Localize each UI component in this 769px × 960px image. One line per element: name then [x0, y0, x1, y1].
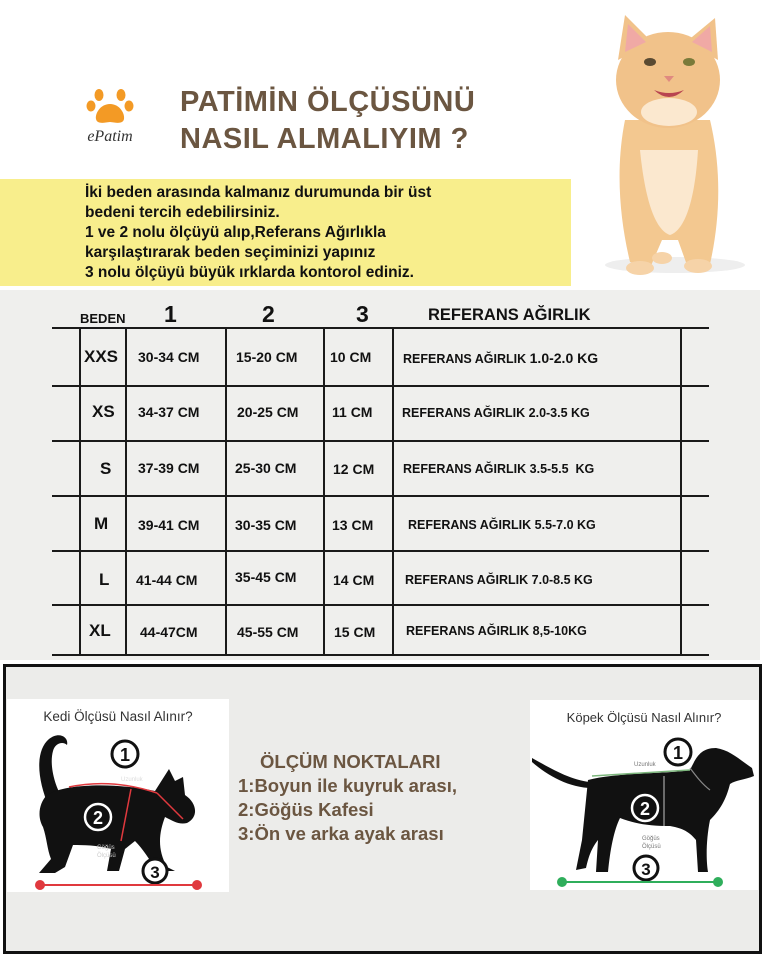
point-item: 1:Boyun ile kuyruk arası,: [238, 775, 458, 796]
svg-text:Uzunluk: Uzunluk: [634, 762, 656, 768]
cell-measure-2: 20-25 CM: [237, 404, 299, 420]
table-rule: [52, 654, 709, 656]
cell-measure-2: 25-30 CM: [235, 460, 297, 476]
ref-label: REFERANS AĞIRLIK: [402, 406, 526, 420]
svg-text:Ölçüsü: Ölçüsü: [642, 844, 661, 850]
ref-value: 5.5-7.0 KG: [534, 518, 596, 532]
svg-text:3: 3: [150, 863, 160, 882]
ref-label: REFERANS AĞIRLIK: [403, 462, 527, 476]
ref-label: REFERANS AĞIRLIK: [403, 352, 527, 366]
table-column-rule: [225, 328, 227, 656]
ref-value: 8,5-10KG: [532, 624, 587, 638]
cell-reference-weight: [405, 573, 593, 587]
cell-reference-weight: [408, 518, 596, 532]
cell-measure-2: 15-20 CM: [236, 349, 298, 365]
title-line-2: NASIL ALMALIYIM ?: [180, 123, 469, 155]
cell-measure-1: 44-47CM: [140, 624, 198, 640]
svg-text:1: 1: [119, 745, 131, 765]
header-measure-3: 3: [356, 301, 369, 327]
table-rule: [52, 327, 709, 329]
header-measure-2: 2: [262, 301, 275, 327]
dog-silhouette-icon: [530, 700, 758, 890]
notice-text: [85, 183, 431, 283]
logo-text: ePatim: [87, 128, 133, 145]
header-size: BEDEN: [80, 311, 126, 326]
title-line-1: PATİMİN ÖLÇÜSÜNÜ: [180, 86, 476, 118]
header-reference-weight: REFERANS AĞIRLIK: [428, 306, 591, 324]
svg-text:1: 1: [672, 743, 684, 763]
table-rule: [52, 550, 709, 552]
svg-text:3: 3: [641, 860, 651, 879]
svg-text:Uzunluk: Uzunluk: [121, 777, 143, 783]
cat-measurement-diagram: [7, 699, 229, 892]
brand-logo: [82, 86, 138, 152]
cell-measure-3: 14 CM: [333, 572, 375, 588]
notice-banner: [0, 179, 571, 286]
cell-reference-weight: [402, 406, 590, 420]
table-column-rule: [392, 328, 394, 656]
header-measure-1: 1: [164, 301, 177, 327]
table-column-rule: [680, 328, 682, 656]
table-column-rule: [79, 328, 81, 656]
table-rule: [52, 385, 709, 387]
cell-measure-1: 30-34 CM: [138, 349, 200, 365]
cell-size: L: [99, 570, 110, 589]
paw-icon: [82, 86, 138, 128]
cell-measure-3: 12 CM: [333, 461, 375, 477]
cell-measure-2: 35-45 CM: [235, 569, 297, 585]
cat-diagram-title: Kedi Ölçüsü Nasıl Alınır?: [43, 709, 193, 724]
cell-measure-1: 34-37 CM: [138, 404, 200, 420]
ref-label: REFERANS AĞIRLIK: [406, 624, 530, 638]
ref-label: REFERANS AĞIRLIK: [408, 518, 532, 532]
cell-size: M: [94, 514, 109, 533]
svg-text:Göğüs: Göğüs: [642, 836, 660, 842]
table-rule: [52, 604, 709, 606]
svg-text:2: 2: [92, 808, 104, 828]
cell-reference-weight: [403, 350, 598, 366]
cell-measure-3: 10 CM: [330, 349, 372, 365]
page-title: [180, 84, 475, 158]
point-item: 3:Ön ve arka ayak arası: [238, 823, 444, 844]
cell-measure-1: 41-44 CM: [136, 572, 198, 588]
cell-measure-3: 11 CM: [332, 404, 373, 420]
dog-measurement-diagram: [530, 700, 758, 890]
cell-reference-weight: [406, 624, 587, 638]
ref-value: 7.0-8.5 KG: [531, 573, 593, 587]
table-column-rule: [125, 328, 127, 656]
cat-silhouette-icon: [7, 699, 229, 892]
table-rule: [52, 440, 709, 442]
notice-line: 3 nolu ölçüyü büyük ırklarda kontorol ediniz.: [85, 264, 414, 281]
table-column-rule: [323, 328, 325, 656]
cell-measure-1: 37-39 CM: [138, 460, 200, 476]
notice-line: 1 ve 2 nolu ölçüyü alıp,Referans Ağırlıkla: [85, 224, 386, 241]
svg-text:Göğüs: Göğüs: [97, 845, 115, 851]
cell-measure-1: 39-41 CM: [138, 517, 200, 533]
cell-measure-2: 30-35 CM: [235, 517, 297, 533]
points-title: ÖLÇÜM NOKTALARI: [260, 751, 441, 772]
cell-measure-3: 13 CM: [332, 517, 374, 533]
svg-text:2: 2: [639, 799, 651, 819]
cell-size: XS: [92, 402, 115, 421]
dog-diagram-title: Köpek Ölçüsü Nasıl Alınır?: [566, 710, 722, 725]
ref-label: REFERANS AĞIRLIK: [405, 573, 529, 587]
cell-measure-3: 15 CM: [334, 624, 376, 640]
notice-line: İki beden arasında kalmanız durumunda bir üst: [85, 184, 432, 201]
table-rule: [52, 495, 709, 497]
cell-measure-2: 45-55 CM: [237, 624, 299, 640]
cell-reference-weight: [403, 462, 594, 476]
kitten-photo: [570, 0, 769, 290]
notice-line: karşılaştırarak beden seçiminizi yapınız: [85, 244, 376, 261]
cell-size: S: [100, 459, 112, 478]
measurement-points: [238, 750, 457, 846]
ref-value: 2.0-3.5 KG: [528, 406, 590, 420]
cell-size: XL: [89, 621, 111, 640]
point-item: 2:Göğüs Kafesi: [238, 799, 374, 820]
notice-line: bedeni tercih edebilirsiniz.: [85, 204, 280, 221]
cell-size: XXS: [84, 347, 119, 366]
svg-text:Ölçüsü: Ölçüsü: [97, 853, 116, 859]
ref-value: 3.5-5.5 KG: [529, 462, 595, 476]
ref-value: 1.0-2.0 KG: [529, 350, 599, 366]
